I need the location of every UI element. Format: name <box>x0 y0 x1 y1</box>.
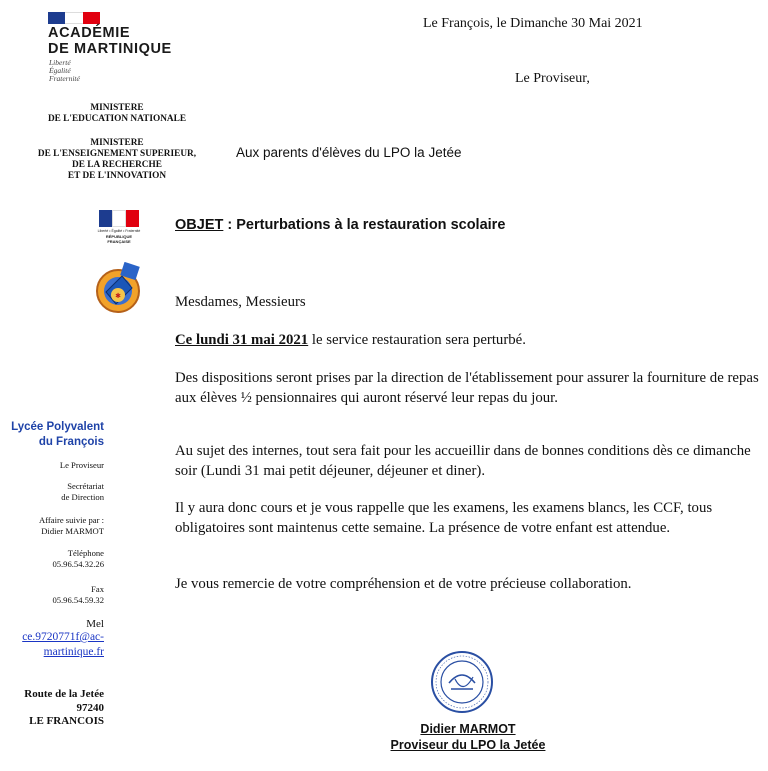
sidebar-followed-by <box>0 515 104 537</box>
email-link-line2[interactable]: martinique.fr <box>43 646 104 658</box>
fax-label: Fax <box>91 584 104 594</box>
date-line: Le François, le Dimanche 30 Mai 2021 <box>423 16 643 31</box>
phone-label: Téléphone <box>67 548 104 558</box>
signatory-title: Proviseur du LPO la Jetée <box>390 738 546 752</box>
signatory-name: Didier MARMOT <box>420 722 516 736</box>
ministry-higher-line3: DE LA RECHERCHE <box>72 160 162 170</box>
motto-fraternite: Fraternité <box>49 74 80 83</box>
mel-label: Mel <box>86 618 104 630</box>
paragraph-1-date: Ce lundi 31 mai 2021 <box>175 332 309 348</box>
paragraph-5: Je vous remercie de votre compréhension et de votre précieuse collaboration. <box>175 576 632 592</box>
sidebar-mel <box>0 619 104 660</box>
marianne-flag-icon <box>48 12 100 24</box>
ministry-higher-education <box>22 138 212 182</box>
paragraph-3: Au sujet des internes, tout sera fait pour les accueillir dans de bonnes conditions dès ce dimanche soir (Lundi 31 mai petit déjeuner, déjeuner et diner). <box>175 443 751 479</box>
sender-title: Le Proviseur, <box>515 71 590 86</box>
subject-separator: : <box>223 217 237 233</box>
paragraph-4: Il y aura donc cours et je vous rappelle que les examens, les examens blancs, les CCF, tous obligatoires sont maintenus cette semaine. La présence de votre enfant est attendue. <box>175 500 713 536</box>
sidebar-secretariat <box>0 481 104 503</box>
paragraph-2: Des dispositions seront prises par la direction de l'établissement pour assurer la fourniture de repas aux élèves ½ pensionnaires qui auront réservé leur repas du jour. <box>175 370 759 406</box>
svg-text:✱: ✱ <box>115 292 121 300</box>
school-name-line2: du François <box>38 436 104 448</box>
academy-logo <box>46 10 211 83</box>
school-name-line1: Lycée Polyvalent <box>11 421 104 433</box>
recipients: Aux parents d'élèves du LPO la Jetée <box>236 145 462 160</box>
academy-name-line2: DE MARTINIQUE <box>48 41 172 57</box>
ministry-higher-line4: ET DE L'INNOVATION <box>67 171 167 181</box>
subject-line <box>175 217 505 233</box>
followed-by-label: Affaire suivie par : <box>39 515 104 525</box>
sidebar-address <box>0 688 104 729</box>
ministry-higher-line2: DE L'ENSEIGNEMENT SUPERIEUR, <box>37 149 197 159</box>
motto-egalite: Égalité <box>49 66 71 75</box>
academy-name-line1: ACADÉMIE <box>48 25 131 41</box>
phone-value: 05.96.54.32.26 <box>52 559 104 569</box>
subject-label: OBJET <box>175 217 224 233</box>
paragraph-1 <box>175 331 765 351</box>
sidebar-phone <box>0 548 104 570</box>
ministry-education-line2: DE L'EDUCATION NATIONALE <box>47 114 187 124</box>
motto-liberte: Liberté <box>49 58 71 67</box>
secretariat-line2: de Direction <box>61 492 104 502</box>
fax-value: 05.96.54.59.32 <box>52 595 104 605</box>
ministry-education-line1: MINISTERE <box>90 103 144 113</box>
sidebar-role: Le Proviseur <box>59 460 104 470</box>
subject-text: Perturbations à la restauration scolaire <box>236 217 506 233</box>
paragraph-1-text: le service restauration sera perturbé. <box>308 332 526 348</box>
followed-by-name: Didier MARMOT <box>41 526 104 536</box>
french-flag-icon <box>99 210 139 227</box>
salutation: Mesdames, Messieurs <box>175 294 306 310</box>
rf-motto: Liberté • Égalité • Fraternité <box>97 229 141 233</box>
rf-name: RÉPUBLIQUE FRANÇAISE <box>105 234 133 244</box>
sidebar-fax <box>0 584 104 606</box>
secretariat-line1: Secrétariat <box>67 481 104 491</box>
address-line3: LE FRANCOIS <box>29 715 104 727</box>
school-emblem-icon <box>92 262 144 316</box>
school-name <box>0 420 104 450</box>
official-stamp-icon <box>429 649 495 715</box>
email-link-line1[interactable]: ce.9720771f@ac- <box>22 631 104 643</box>
republique-francaise-logo <box>96 210 142 242</box>
ministry-education <box>22 103 212 125</box>
ministry-higher-line1: MINISTERE <box>90 138 144 148</box>
address-line1: Route de la Jetée <box>24 688 104 700</box>
address-line2: 97240 <box>76 701 104 714</box>
